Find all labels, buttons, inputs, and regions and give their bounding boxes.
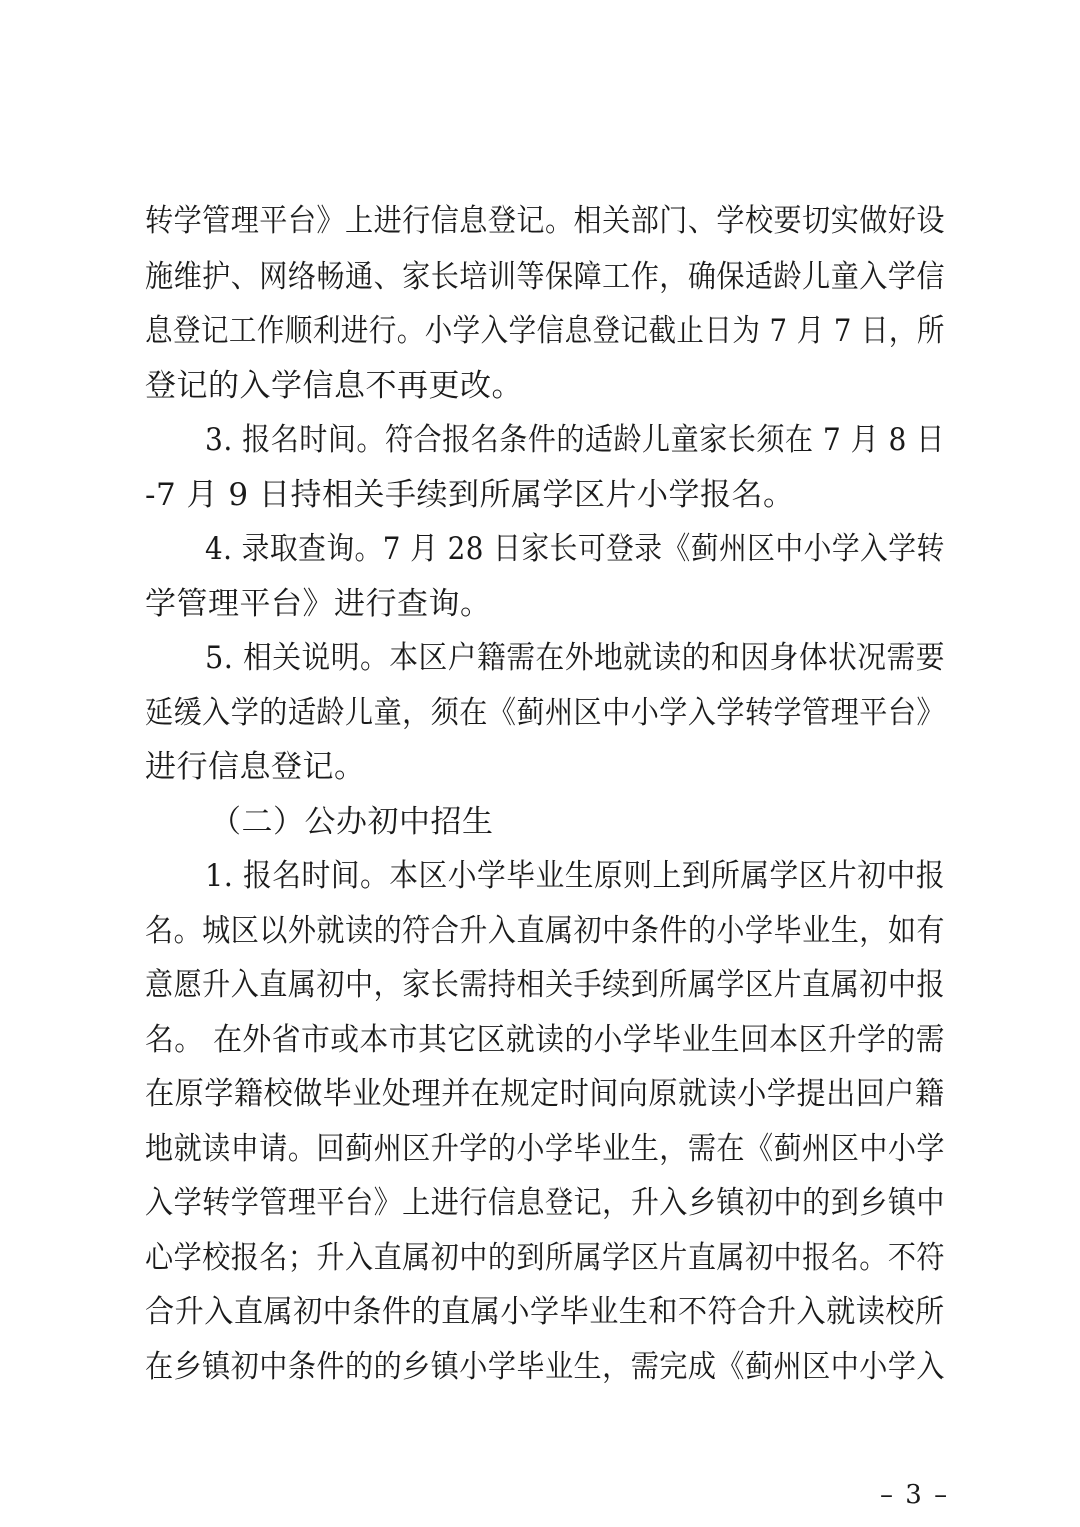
paragraph-line: 息登记工作顺利进行。小学入学信息登记截止日为 7 月 7 日，所 xyxy=(145,313,945,349)
paragraph-line: 转学管理平台》上进行信息登记。相关部门、学校要切实做好设 xyxy=(145,203,945,239)
paragraph-line: 在原学籍校做毕业处理并在规定时间向原就读小学提出回户籍 xyxy=(145,1076,945,1112)
paragraph-line: 4. 录取查询。7 月 28 日家长可登录《蓟州区中小学入学转 xyxy=(205,531,945,567)
paragraph-line: -7 月 9 日持相关手续到所属学区片小学报名。 xyxy=(145,477,795,513)
paragraph-line: 学管理平台》进行查询。 xyxy=(145,586,492,622)
paragraph-line: 地就读申请。回蓟州区升学的小学毕业生，需在《蓟州区中小学 xyxy=(145,1131,945,1167)
paragraph-line: 3. 报名时间。符合报名条件的适龄儿童家长须在 7 月 8 日 xyxy=(205,422,945,458)
paragraph-line: 1. 报名时间。本区小学毕业生原则上到所属学区片初中报 xyxy=(205,858,945,894)
paragraph-line: 进行信息登记。 xyxy=(145,749,366,785)
section-heading: （二）公办初中招生 xyxy=(210,804,494,840)
paragraph-line: 名。 在外省市或本市其它区就读的小学毕业生回本区升学的需 xyxy=(145,1022,945,1058)
paragraph-line: 意愿升入直属初中，家长需持相关手续到所属学区片直属初中报 xyxy=(145,967,945,1003)
paragraph-line: 施维护、网络畅通、家长培训等保障工作，确保适龄儿童入学信 xyxy=(145,259,945,295)
paragraph-line: 登记的入学信息不再更改。 xyxy=(145,368,523,404)
paragraph-line: 合升入直属初中条件的直属小学毕业生和不符合升入就读校所 xyxy=(145,1294,945,1330)
page-number: – 3 – xyxy=(880,1480,950,1510)
paragraph-line: 心学校报名；升入直属初中的到所属学区片直属初中报名。不符 xyxy=(145,1240,945,1276)
paragraph-line: 延缓入学的适龄儿童，须在《蓟州区中小学入学转学管理平台》 xyxy=(145,695,945,731)
paragraph-line: 在乡镇初中条件的的乡镇小学毕业生，需完成《蓟州区中小学入 xyxy=(145,1349,945,1385)
paragraph-line: 名。城区以外就读的符合升入直属初中条件的小学毕业生，如有 xyxy=(145,913,945,949)
paragraph-line: 5. 相关说明。本区户籍需在外地就读的和因身体状况需要 xyxy=(205,640,945,676)
paragraph-line: 入学转学管理平台》上进行信息登记，升入乡镇初中的到乡镇中 xyxy=(145,1185,945,1221)
